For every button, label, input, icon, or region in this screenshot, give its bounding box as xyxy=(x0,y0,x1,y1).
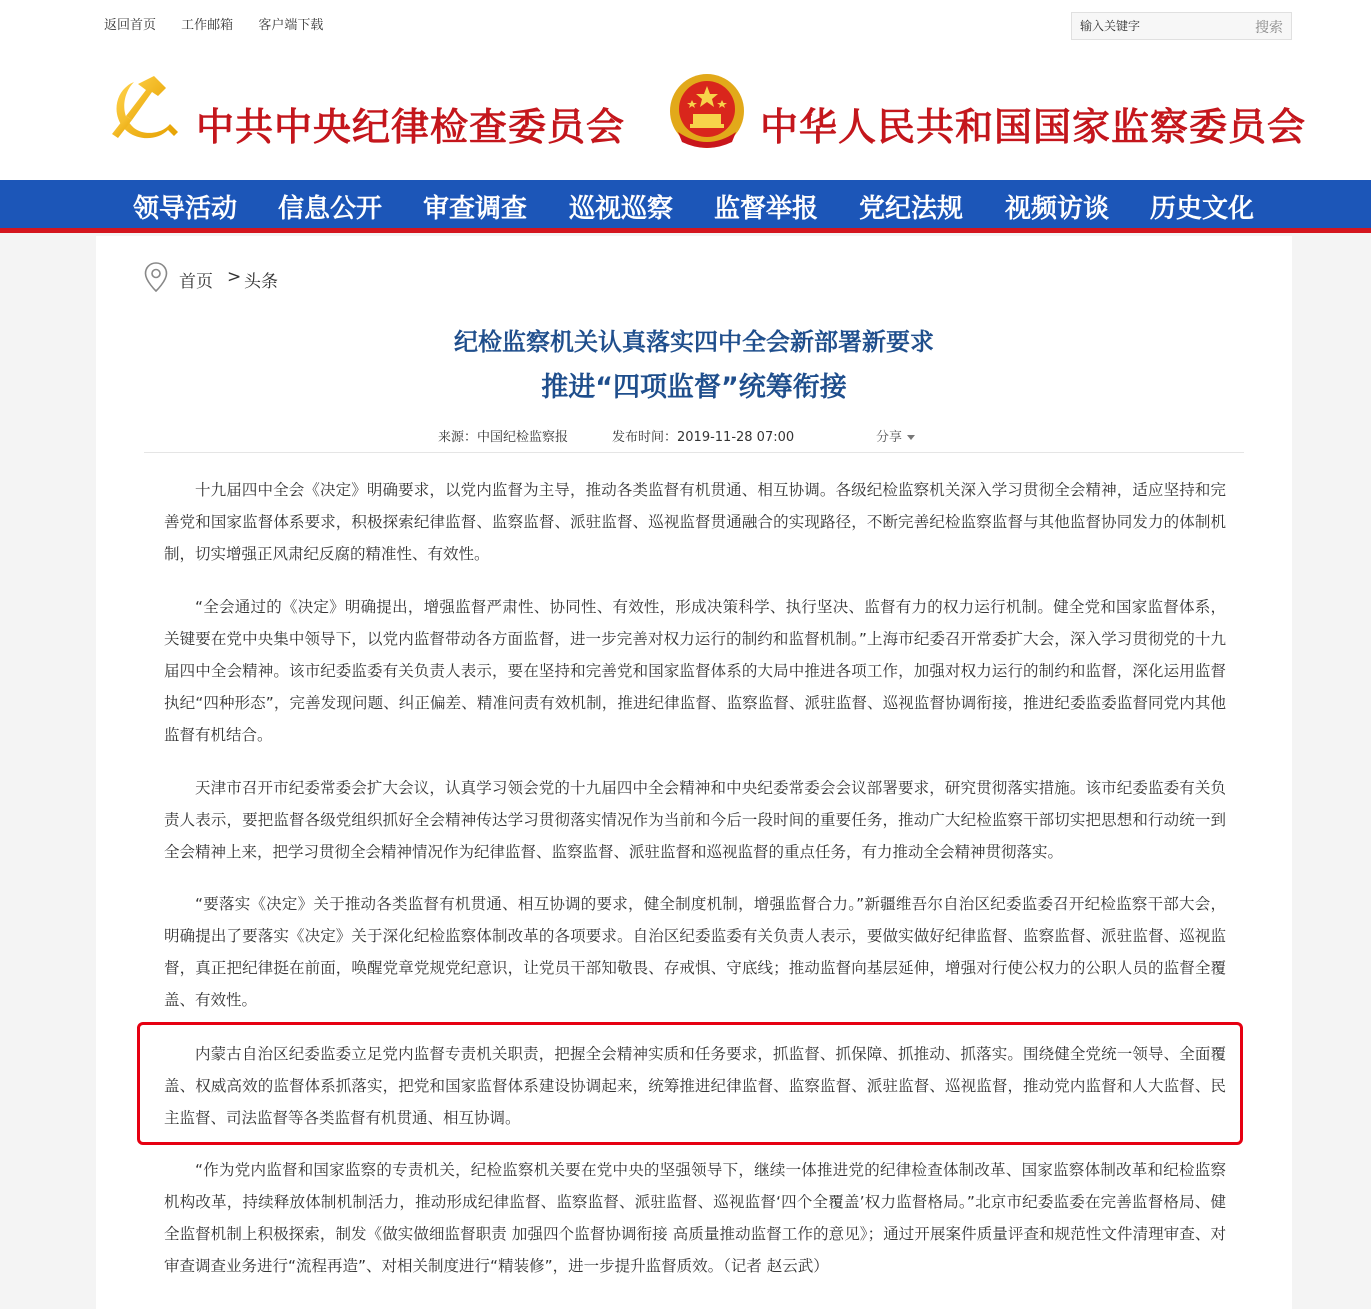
meta-divider xyxy=(144,452,1244,453)
chevron-down-icon xyxy=(907,435,915,440)
nav-leadership[interactable]: 领导活动 xyxy=(133,194,238,224)
nav-history[interactable]: 历史文化 xyxy=(1150,194,1255,224)
highlight-box xyxy=(137,1022,1243,1145)
search-input[interactable] xyxy=(1080,17,1240,35)
client-download-link[interactable]: 客户端下载 xyxy=(258,18,324,33)
ccdi-title: 中共中央纪律检查委员会 xyxy=(196,104,626,149)
article-paragraph: “作为党内监督和国家监察的专责机关，纪检监察机关要在党中央的坚强领导下，继续一体推进党的纪律检查体制改革、国家监察体制改革和纪检监察机构改革，持续释放体制机制活力，推动形成纪律监督、监察监督、派驻监督、巡视监督‘四个全覆盖’权力监督格局。”北京市纪委监委在完善监督格局、健全监督机制上积极探索，制发《做实做细监督职责 加强四个监督协调衔接 高质量推动监督工作的意见》；通过开展案件质量评查和规范性文件清理审查、对审查调查业务进行“流程再造”、对相关制度进行“精装修”，进一步提升监督质效。（记者 赵云武） xyxy=(164,1161,1226,1275)
breadcrumb-home[interactable]: 首页 xyxy=(179,272,213,292)
nav-report[interactable]: 监督举报 xyxy=(714,194,819,224)
location-pin-icon xyxy=(144,262,168,292)
article-title-line1: 纪检监察机关认真落实四中全会新部署新要求 xyxy=(454,328,934,356)
share-label: 分享 xyxy=(876,430,903,445)
nav-inspection[interactable]: 巡视巡察 xyxy=(569,194,674,224)
article-title-line2: 推进“四项监督”统筹衔接 xyxy=(541,372,847,403)
nav-info-disclosure[interactable]: 信息公开 xyxy=(278,194,383,224)
national-emblem-icon xyxy=(668,72,746,150)
nav-investigation[interactable]: 审查调查 xyxy=(423,194,528,224)
nav-regulations[interactable]: 党纪法规 xyxy=(859,194,964,224)
article-publish-time: 发布时间：2019-11-28 07:00 xyxy=(612,430,795,445)
nsc-title: 中华人民共和国国家监察委员会 xyxy=(760,104,1307,149)
breadcrumb-current[interactable]: 头条 xyxy=(244,272,278,292)
top-header xyxy=(0,0,1371,180)
article-paragraph: 天津市召开市纪委常委会扩大会议，认真学习领会党的十九届四中全会精神和中央纪委常委会会议部署要求，研究贯彻落实措施。该市纪委监委有关负责人表示，要把监督各级党组织抓好全会精神传达学习贯彻落实情况作为当前和今后一段时间的重要任务，推动广大纪检监察干部切实把思想和行动统一到全会精神上来，把学习贯彻全会精神情况作为纪律监督、监察监督、派驻监督和巡视监督的重点任务，有力推动全会精神贯彻落实。 xyxy=(164,779,1226,861)
article-container xyxy=(96,236,1292,1309)
search-box xyxy=(1071,12,1292,40)
nav-red-line xyxy=(0,228,1371,233)
party-emblem-icon xyxy=(108,74,180,146)
article-paragraph: 十九届四中全会《决定》明确要求，以党内监督为主导，推动各类监督有机贯通、相互协调。各级纪检监察机关深入学习贯彻全会精神，适应坚持和完善党和国家监督体系要求，积极探索纪律监督、监察监督、派驻监督、巡视监督贯通融合的实现路径，不断完善纪检监察监督与其他监督协同发力的体制机制，切实增强正风肃纪反腐的精准性、有效性。 xyxy=(164,481,1226,563)
nav-video[interactable]: 视频访谈 xyxy=(1005,194,1110,224)
article-source: 来源：中国纪检监察报 xyxy=(438,430,569,445)
article-paragraph: “全会通过的《决定》明确提出，增强监督严肃性、协同性、有效性，形成决策科学、执行坚决、监督有力的权力运行机制。健全党和国家监督体系，关键要在党中央集中领导下，以党内监督带动各方面监督，进一步完善对权力运行的制约和监督机制。”上海市纪委召开常委扩大会，深入学习贯彻党的十九届四中全会精神。该市纪委监委有关负责人表示，要在坚持和完善党和国家监督体系的大局中推进各项工作，加强对权力运行的制约和监督，深化运用监督执纪“四种形态”，完善发现问题、纠正偏差、精准问责有效机制，推进纪律监督、监察监督、派驻监督、巡视监督协调衔接，推进纪委监委监督同党内其他监督有机结合。 xyxy=(164,598,1226,744)
article-paragraph: “要落实《决定》关于推动各类监督有机贯通、相互协调的要求，健全制度机制，增强监督合力。”新疆维吾尔自治区纪委监委召开纪检监察干部大会，明确提出了要落实《决定》关于深化纪检监察体制改革的各项要求。自治区纪委监委有关负责人表示，要做实做好纪律监督、监察监督、派驻监督、巡视监督，真正把纪律挺在前面，唤醒党章党规党纪意识，让党员干部知敬畏、存戒惧、守底线；推动监督向基层延伸，增强对行使公权力的公职人员的监督全覆盖、有效性。 xyxy=(164,895,1226,1009)
main-nav xyxy=(0,180,1371,228)
home-link[interactable]: 返回首页 xyxy=(104,18,157,33)
work-mail-link[interactable]: 工作邮箱 xyxy=(181,18,234,33)
search-button[interactable]: 搜索 xyxy=(1255,20,1283,36)
share-button[interactable] xyxy=(876,426,915,445)
top-links xyxy=(104,14,344,33)
breadcrumb-separator: > xyxy=(227,267,242,287)
article-paragraph: 内蒙古自治区纪委监委立足党内监督专责机关职责，把握全会精神实质和任务要求，抓监督、抓保障、抓推动、抓落实。围绕健全党统一领导、全面覆盖、权威高效的监督体系抓落实，把党和国家监督体系建设协调起来，统筹推进纪律监督、监察监督、派驻监督、巡视监督，推动党内监督和人大监督、民主监督、司法监督等各类监督有机贯通、相互协调。 xyxy=(164,1045,1226,1127)
